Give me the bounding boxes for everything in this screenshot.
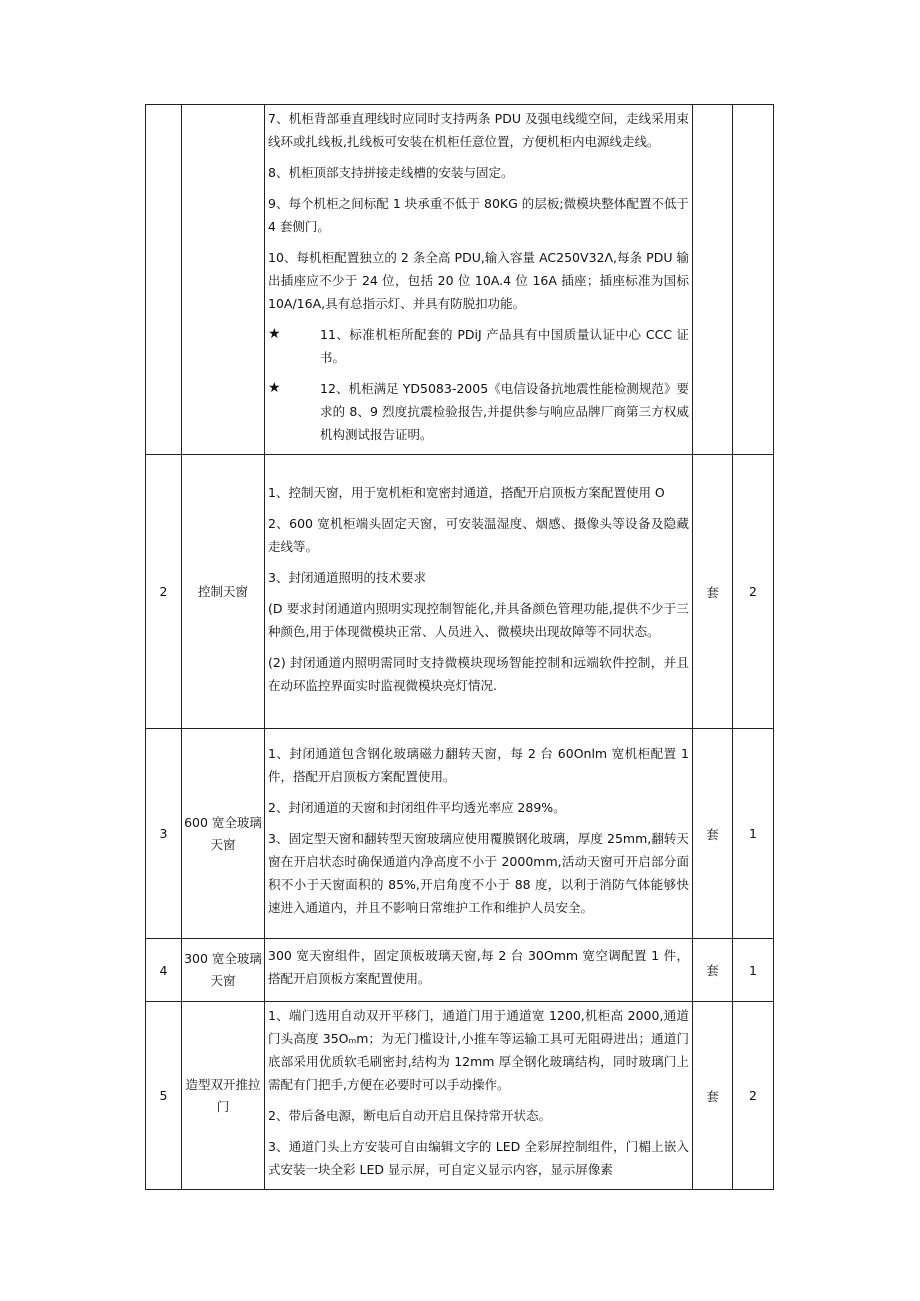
description-paragraph: 2、封闭通道的天窗和封闭组件平均透光率应 289%。: [268, 800, 566, 815]
description-paragraph: 2、带后备电源，断电后自动开启且保持常开状态。: [268, 1108, 551, 1123]
item-name: [182, 105, 265, 455]
item-name: 300 宽全玻璃天窗: [182, 939, 265, 1002]
table-row: [146, 455, 774, 729]
description-paragraph: (2) 封闭通道内照明需同时支持微模块现场智能控制和远端软件控制，并且在动环监控界面实时监视微模块亮灯情况.: [268, 654, 689, 693]
item-description: [265, 105, 693, 455]
item-name: 控制天窗: [182, 455, 265, 729]
quantity-cell: [733, 105, 774, 455]
description-paragraph: 1、封闭通道包含钢化玻璃磁力翻转天窗，每 2 台 60Onlm 宽机柜配置 1 件，搭配开启顶板方案配置使用。: [268, 746, 689, 784]
quantity-cell: 1: [733, 939, 774, 1002]
spec-table: [145, 104, 774, 1190]
row-number: 3: [146, 729, 182, 939]
description-paragraph: (D 要求封闭通道内照明实现控制智能化,并具备颜色管理功能,提供不少于三种颜色,用于体现微模块正常、人员进入、微模块出现故障等不同状态。: [268, 600, 689, 639]
quantity-cell: 2: [733, 455, 774, 729]
star-icon: ★: [268, 326, 281, 342]
table-row: [146, 1002, 774, 1190]
star-icon: ★: [268, 380, 281, 396]
item-description: [265, 1002, 693, 1190]
description-paragraph: 9、每个机柜之间标配 1 块承重不低于 80KG 的层板;微模块整体配置不低于 4 套侧门。: [268, 196, 689, 234]
row-number: 5: [146, 1002, 182, 1190]
table-row: [146, 105, 774, 455]
item-description: [265, 729, 693, 939]
table-row: [146, 939, 774, 1002]
unit-cell: 套: [693, 729, 733, 939]
unit-cell: 套: [693, 1002, 733, 1190]
starred-text: 11、标准机柜所配套的 PDiJ 产品具有中国质量认证中心 CCC 证书。: [320, 327, 689, 365]
row-number: [146, 105, 182, 455]
starred-paragraph: [268, 323, 689, 369]
description-paragraph: 1、控制天窗，用于宽机柜和宽密封通道，搭配开启顶板方案配置使用 O: [268, 484, 665, 500]
description-paragraph: 3、通道门头上方安装可自由编辑文字的 LED 全彩屏控制组件，门楣上嵌入式安装一块全彩 LED 显示屏，可自定义显示内容，显示屏像素: [268, 1139, 689, 1177]
item-description: [265, 455, 693, 729]
quantity-cell: 2: [733, 1002, 774, 1190]
description-paragraph: 8、机柜顶部支持拼接走线槽的安装与固定。: [268, 165, 514, 180]
description-paragraph: 3、固定型天窗和翻转型天窗玻璃应使用覆膜钢化玻璃，厚度 25mm,翻转天窗在开启状态时确保通道内净高度不小于 2000mm,活动天窗可开启部分面积不小于天窗面积的 85%,开启角度不小于 88 度，以利于消防气体能够快速进入通道内，并且不影响日常维护工作和维护人员安全。: [268, 831, 689, 915]
description-paragraph: 10、每机柜配置独立的 2 条全高 PDU,输入容量 AC250V32Λ,每条 PDU 输出插座应不少于 24 位，包括 20 位 10A.4 位 16A 插座；插座标准为国标 10A/16A,具有总指示灯、并具有防脱扣功能。: [268, 250, 689, 311]
starred-text: 12、机柜满足 YD5083-2005《电信设备抗地震性能检测规范》要求的 8、9 烈度抗震检验报告,并提供参与响应品牌厂商第三方权威机构测试报告证明。: [320, 381, 689, 442]
row-number: 4: [146, 939, 182, 1002]
unit-cell: 套: [693, 455, 733, 729]
table-row: [146, 729, 774, 939]
item-description: [265, 939, 693, 1002]
unit-cell: 套: [693, 939, 733, 1002]
row-number: 2: [146, 455, 182, 729]
quantity-cell: 1: [733, 729, 774, 939]
item-name: 600 宽全玻璃天窗: [182, 729, 265, 939]
description-paragraph: 2、600 宽机柜端头固定天窗，可安装温湿度、烟感、摄像头等设备及隐藏走线等。: [268, 515, 689, 554]
description-paragraph: 300 宽天窗组件，固定顶板玻璃天窗,每 2 台 30Omm 宽空调配置 1 件，搭配开启顶板方案配置使用。: [268, 948, 689, 986]
item-name: 造型双开推拉门: [182, 1002, 265, 1190]
unit-cell: [693, 105, 733, 455]
description-paragraph: 7、机柜背部垂直理线时应同时支持两条 PDU 及强电线缆空间，走线采用束线环或扎线板,扎线板可安装在机柜任意位置，方便机柜内电源线走线。: [268, 111, 689, 149]
description-paragraph: 3、封闭通道照明的技术要求: [268, 569, 426, 585]
description-paragraph: 1、端门选用自动双开平移门，通道门用于通道宽 1200,机柜高 2000,通道门头高度 35Oₘm；为无门槛设计,小推车等运输工具可无阻碍进出；通道门底部采用优质软毛刷密封,结构为 12mm 厚全钢化玻璃结构，同时玻璃门上需配有门把手,方便在必要时可以手动操作。: [268, 1008, 689, 1092]
starred-paragraph: [268, 377, 689, 446]
